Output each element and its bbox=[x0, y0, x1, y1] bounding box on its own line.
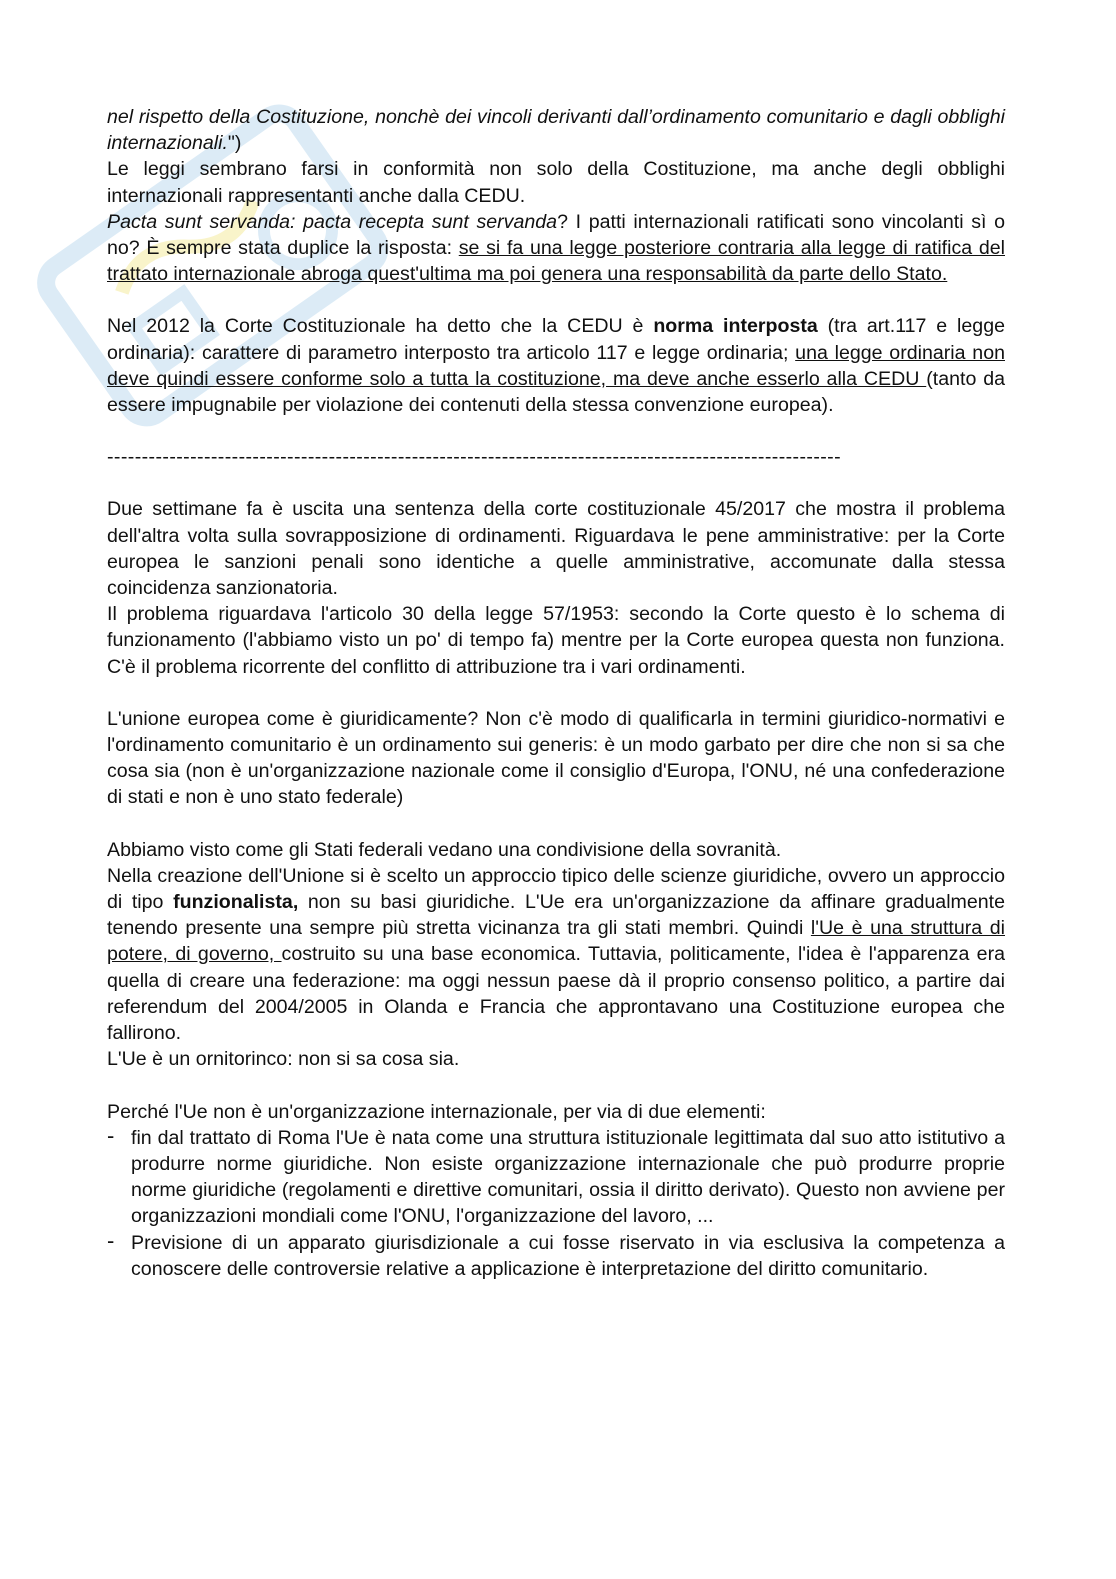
spacer bbox=[107, 1073, 1005, 1099]
bullet-list bbox=[107, 1125, 1005, 1282]
paragraph-9-text-b: non su basi giuridiche. L'Ue era un'organizzazione da affinare gradualmente tenendo presente una sempre più stretta vicinanza tra gli stati membri. Quindi bbox=[107, 891, 1006, 940]
list-item: - fin dal trattato di Roma l'Ue è nata come una struttura istituzionale legittimata dal suo atto istitutivo a produrre norme giuridiche. Non esiste organizzazione internazionale che può produrre proprie norme giuridiche (regolamenti e direttive comunitari, ossia il diritto derivato). Questo non avviene per organizzazioni mondiali come l'ONU, l'organizzazione del lavoro, ... bbox=[107, 1125, 1005, 1230]
spacer bbox=[107, 811, 1005, 837]
separator-line: ---------------------------------------------------------------------------------------------------------- bbox=[107, 446, 842, 469]
paragraph-3-underlined: se si fa una legge posteriore contraria alla legge di ratifica del trattato internazionale abroga quest'ultima ma poi genera una responsabilità da parte dello Stato. bbox=[107, 237, 1005, 286]
paragraph-8: Abbiamo visto come gli Stati federali vedano una condivisione della sovranità. bbox=[107, 838, 782, 861]
paragraph-1-italic: nel rispetto della Costituzione, nonchè dei vincoli derivanti dall’ordinamento comunitario e dagli obblighi internazionali. bbox=[107, 106, 1005, 155]
paragraph-9-text-a: Nella creazione dell'Unione si è scelto un approccio tipico delle scienze giuridiche, ovvero un approccio di tipo bbox=[107, 864, 1005, 914]
paragraph-9 bbox=[107, 863, 1005, 1046]
paragraph-3-italic: Pacta sunt servanda: pacta recepta sunt servanda bbox=[107, 210, 558, 233]
paragraph-9-text-c: costruito su una base economica. Tuttavia, politicamente, l'idea è l'apparenza era quella di creare una federazione: ma oggi nessun paese dà il proprio consenso politico, a partire dai referendum del 2004/2005 in Olanda e Francia che approntavano una Costituzione europea che fallirono. bbox=[107, 943, 1005, 1045]
spacer bbox=[107, 680, 1005, 706]
paragraph-4-text-a: Nel 2012 la Corte Costituzionale ha detto che la CEDU è bbox=[107, 315, 654, 338]
document-body bbox=[107, 104, 1005, 1282]
paragraph-10: L'Ue è un ornitorinco: non si sa cosa sia. bbox=[107, 1048, 460, 1071]
paragraph-1-tail: ") bbox=[227, 132, 242, 155]
paragraph-5: Due settimane fa è uscita una sentenza della corte costituzionale 45/2017 che mostra il problema dell'altra volta sulla sovrapposizione di ordinamenti. Riguardava le pene amministrative: per la Corte europea le sanzioni penali sono identiche a quelle amministrative, accomunate dalla stessa coincidenza sanzionatoria. bbox=[107, 498, 1005, 600]
paragraph-4-text-b: (tra art.117 e legge ordinaria): carattere di parametro interposto tra articolo 117 e legge ordinaria; bbox=[107, 315, 1005, 364]
spacer bbox=[107, 418, 1005, 444]
paragraph-3-text: ? I patti internazionali ratificati sono vincolanti sì o no? È sempre stata duplice la risposta: bbox=[107, 210, 1006, 260]
list-item: - Previsione di un apparato giurisdizionale a cui fosse riservato in via esclusiva la competenza a conoscere delle controversie relative a applicazione è interpretazione del diritto comunitario. bbox=[107, 1230, 1005, 1282]
paragraph-4-underlined: una legge ordinaria non deve quindi essere conforme solo a tutta la costituzione, ma deve anche esserlo alla CEDU bbox=[107, 341, 1005, 390]
paragraph-2: Le leggi sembrano farsi in conformità non solo della Costituzione, ma anche degli obblighi internazionali rappresentanti anche dalla CEDU. bbox=[107, 158, 1005, 207]
paragraph-4-text-c: (tanto da essere impugnabile per violazione dei contenuti della stessa convenzione europea). bbox=[107, 367, 1005, 417]
paragraph-9-bold: funzionalista, bbox=[173, 891, 299, 914]
paragraph-9-underlined: l'Ue è una struttura di potere, di governo, bbox=[107, 917, 1005, 966]
paragraph-4 bbox=[107, 313, 1005, 418]
paragraph-1 bbox=[107, 104, 1005, 156]
paragraph-4-bold: norma interposta bbox=[653, 315, 818, 338]
paragraph-6: Il problema riguardava l'articolo 30 della legge 57/1953: secondo la Corte questo è lo schema di funzionamento (l'abbiamo visto un po' di tempo fa) mentre per la Corte europea questa non funziona. C'è il problema ricorrente del conflitto di attribuzione tra i vari ordinamenti. bbox=[107, 603, 1005, 678]
paragraph-11: Perché l'Ue non è un'organizzazione internazionale, per via di due elementi: bbox=[107, 1100, 766, 1123]
paragraph-3 bbox=[107, 209, 1005, 288]
spacer bbox=[107, 470, 1005, 496]
paragraph-7: L'unione europea come è giuridicamente? Non c'è modo di qualificarla in termini giuridico-normativi e l'ordinamento comunitario è un ordinamento sui generis: è un modo garbato per dire che non si sa che cosa sia (non è un'organizzazione nazionale come il consiglio d'Europa, l'ONU, né una confederazione di stati e non è uno stato federale) bbox=[107, 707, 1005, 809]
spacer bbox=[107, 287, 1005, 313]
